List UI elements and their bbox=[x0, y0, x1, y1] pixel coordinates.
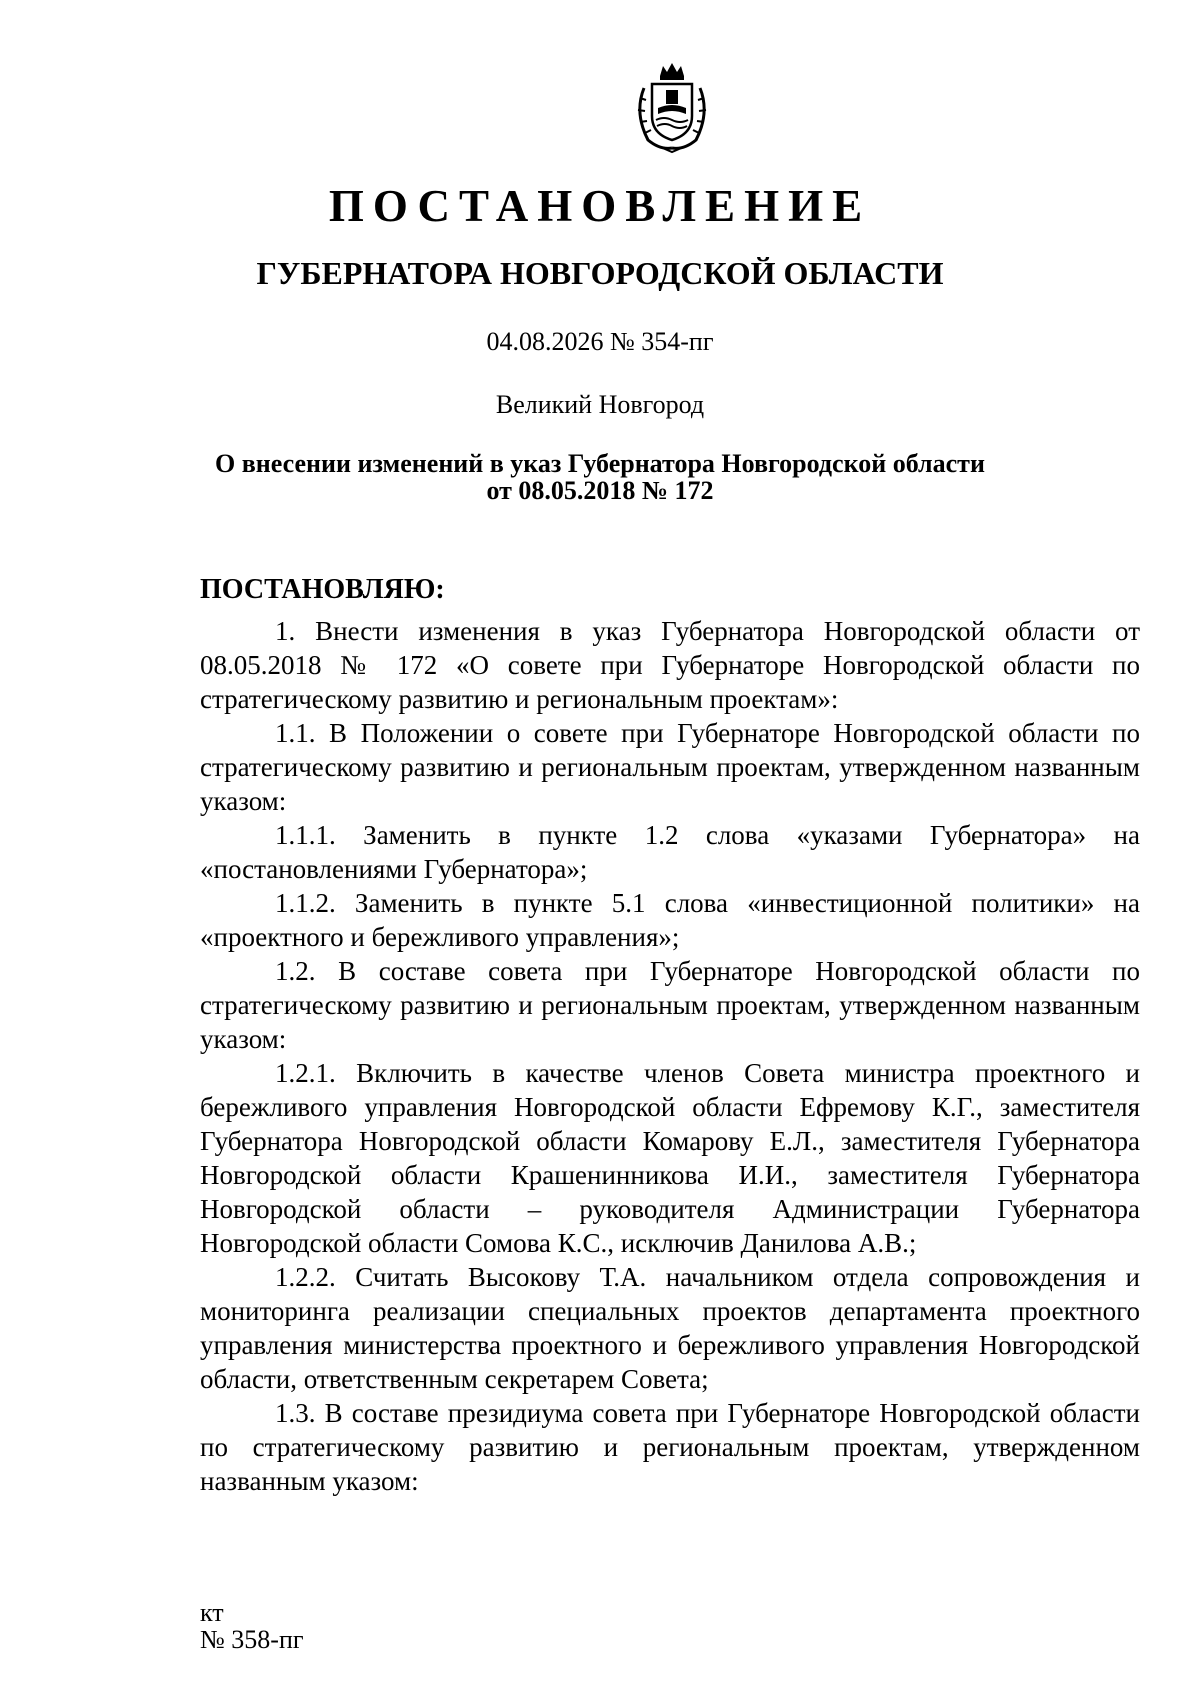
paragraph-1-1-1: 1.1.1. Заменить в пункте 1.2 слова «указами Губернатора» на «постановлениями Губернатора»; bbox=[200, 820, 1140, 884]
paragraph-1-1-2: 1.1.2. Заменить в пункте 5.1 слова «инвестиционной политики» на «проектного и бережливого управления»; bbox=[200, 888, 1140, 952]
footer-number: № 358-пг bbox=[200, 1625, 304, 1654]
decree-word: ПОСТАНОВЛЯЮ: bbox=[200, 574, 445, 605]
document-title: ПОСТАНОВЛЕНИЕ bbox=[328, 181, 872, 231]
document-city: Великий Новгород bbox=[495, 390, 705, 419]
document-heading-line-2: от 08.05.2018 № 172 bbox=[486, 476, 714, 505]
paragraph-1-3: 1.3. В составе президиума совета при Губернаторе Новгородской области по стратегическому развитию и региональным проектам, утвержденном названным указом: bbox=[200, 1398, 1140, 1496]
document-body bbox=[200, 614, 1140, 1498]
document-heading-line-1: О внесении изменений в указ Губернатора Новгородской области bbox=[215, 449, 985, 478]
document-heading bbox=[0, 450, 1200, 504]
paragraph-1-2: 1.2. В составе совета при Губернаторе Новгородской области по стратегическому развитию и региональным проектам, утвержденном названным указом: bbox=[200, 956, 1140, 1054]
footer-initials: кт bbox=[200, 1598, 224, 1627]
paragraph-1-2-1: 1.2.1. Включить в качестве членов Совета министра проектного и бережливого управления Новгородской области Ефремову К.Г., заместителя Губернатора Новгородской области Комарову Е.Л., заместителя Губернатора Новгородской области Крашенинникова И.И., заместителя Губернатора Новгородской области – руководителя Администрации Губернатора Новгородской области Сомова К.С., исключив Данилова А.В.; bbox=[200, 1058, 1140, 1258]
paragraph-1: 1. Внести изменения в указ Губернатора Новгородской области от 08.05.2018 № 172 «О совете при Губернаторе Новгородской области по стратегическому развитию и региональным проектам»: bbox=[200, 616, 1140, 714]
document-date-number: 04.08.2026 № 354-пг bbox=[486, 327, 714, 356]
document-footer bbox=[200, 1599, 304, 1653]
coat-of-arms-icon bbox=[630, 58, 714, 154]
paragraph-1-1: 1.1. В Положении о совете при Губернаторе Новгородской области по стратегическому развитию и региональным проектам, утвержденном названным указом: bbox=[200, 718, 1140, 816]
paragraph-1-2-2: 1.2.2. Считать Высокову Т.А. начальником отдела сопровождения и мониторинга реализации специальных проектов департамента проектного управления министерства проектного и бережливого управления Новгородской области, ответственным секретарем Совета; bbox=[200, 1262, 1140, 1394]
document-issuer: ГУБЕРНАТОРА НОВГОРОДСКОЙ ОБЛАСТИ bbox=[256, 255, 944, 291]
